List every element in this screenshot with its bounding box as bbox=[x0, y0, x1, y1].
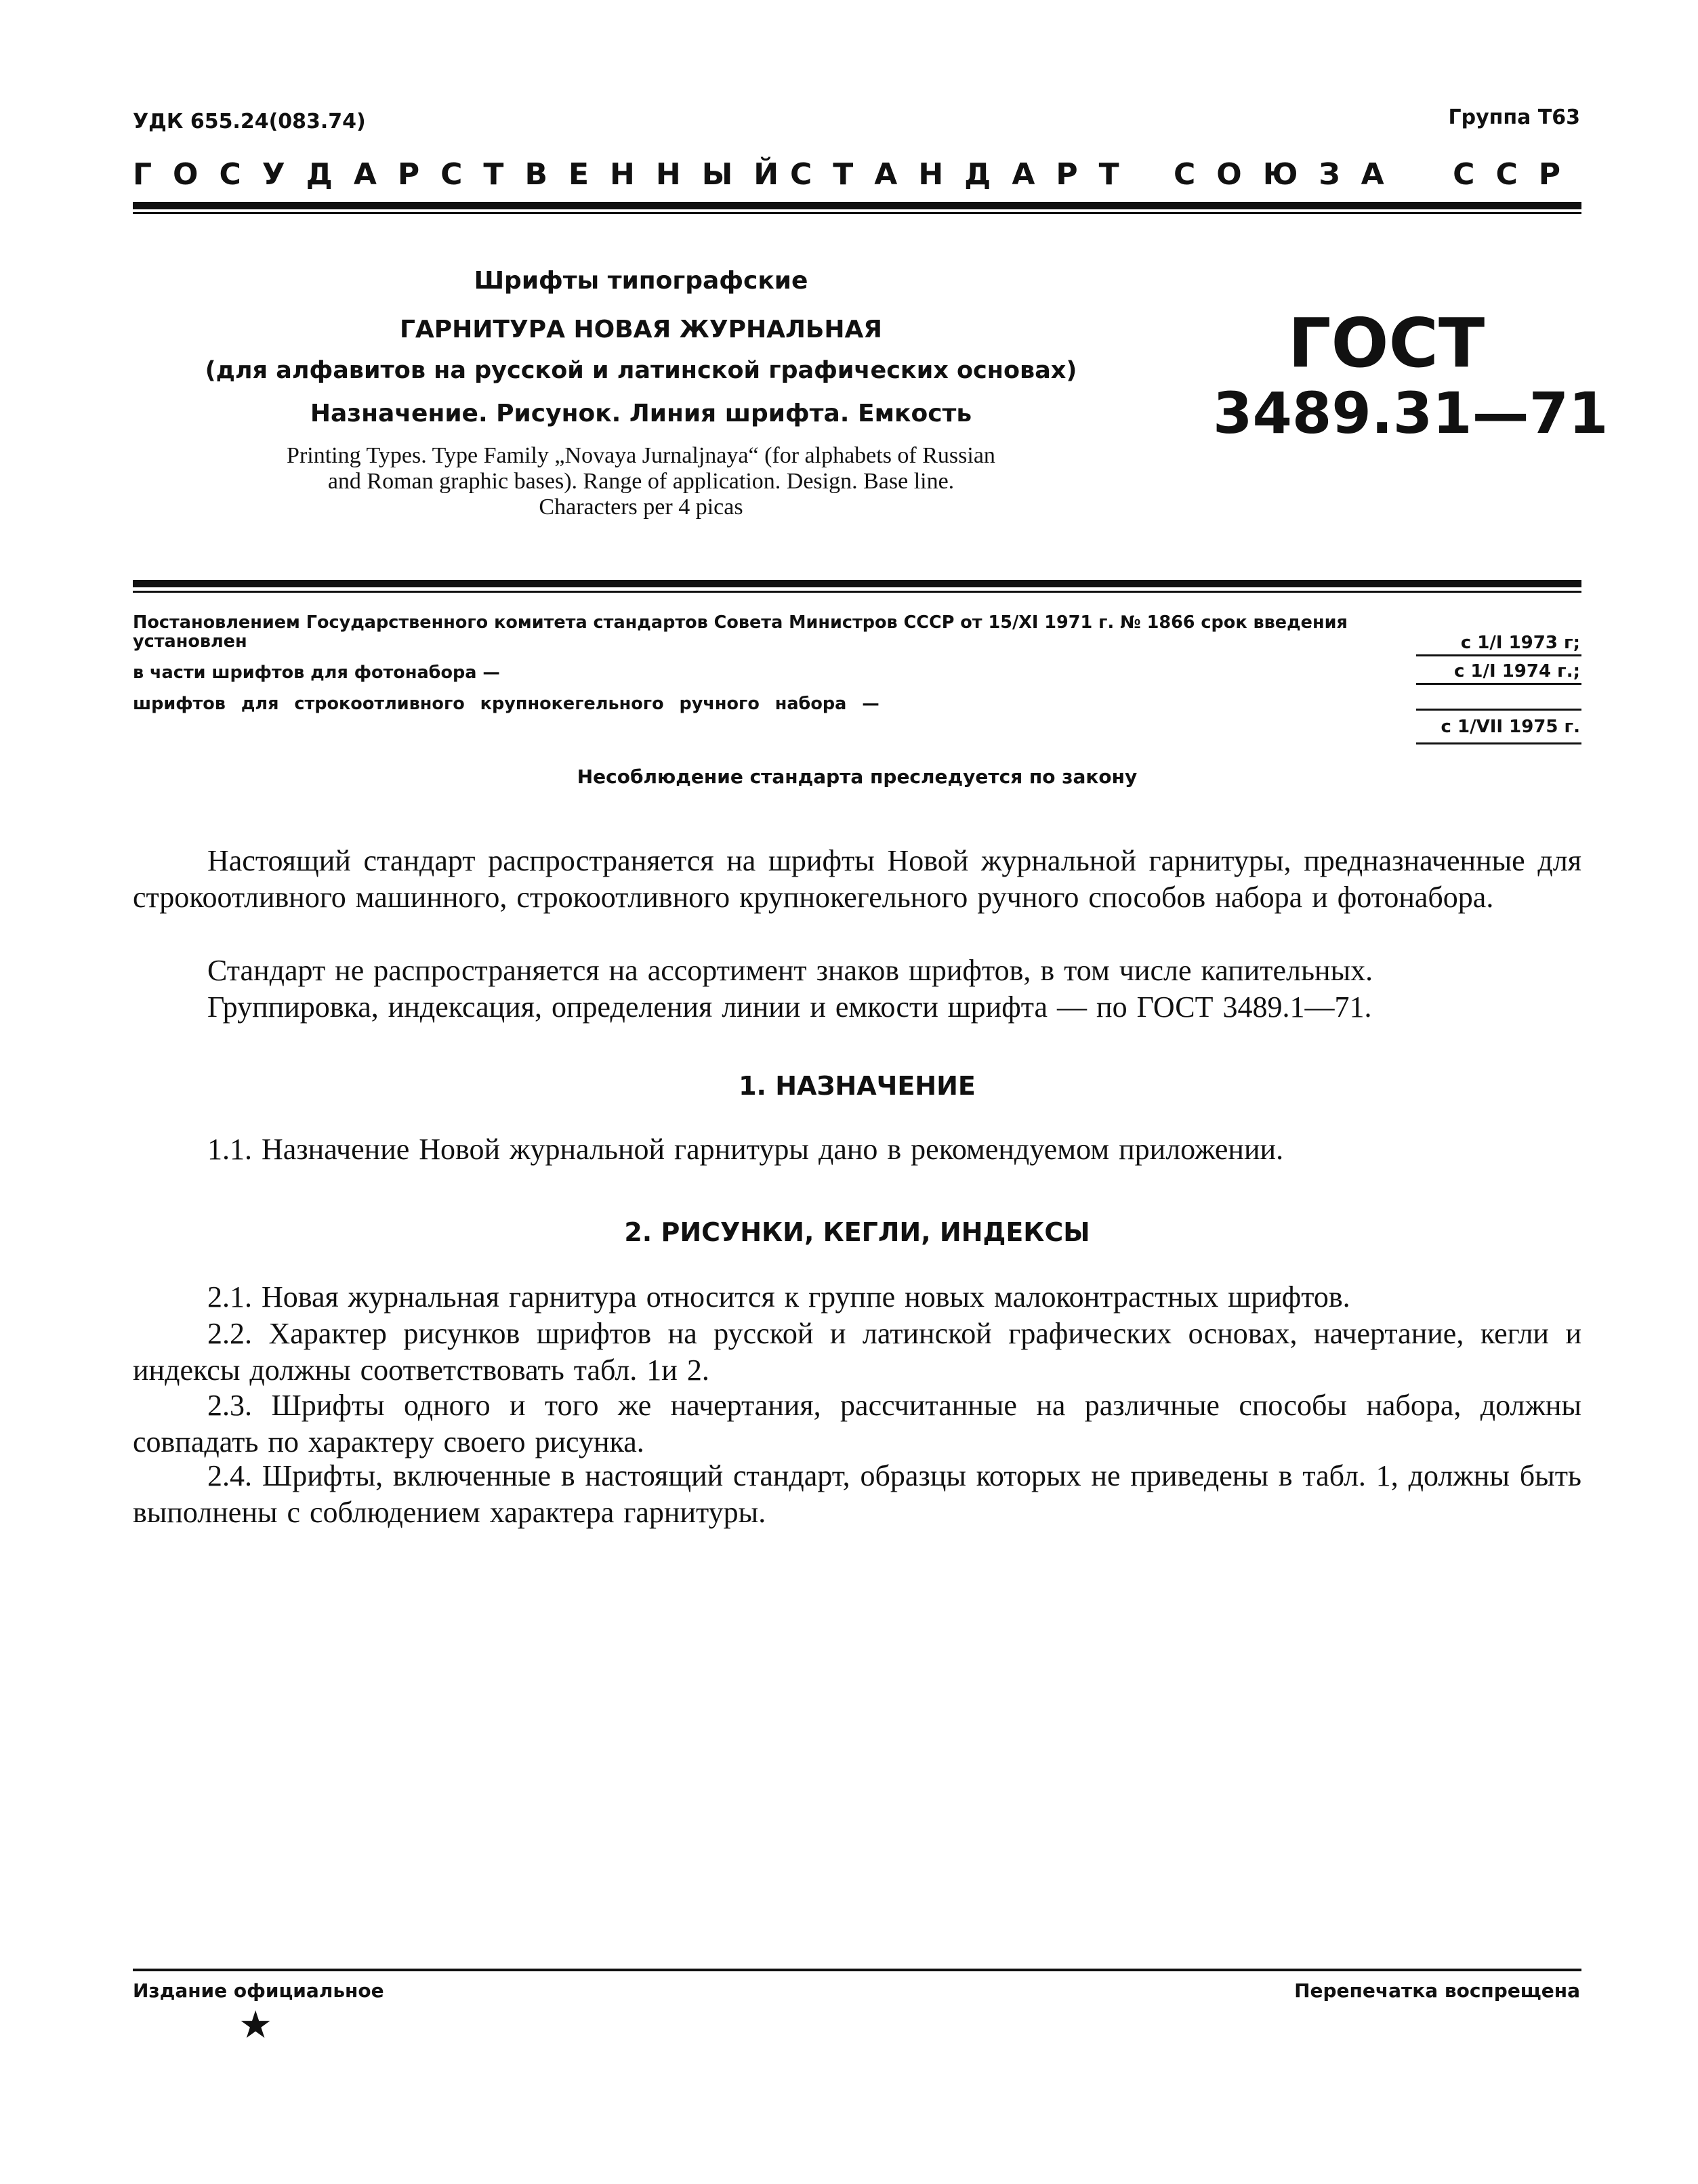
decree-line-2: установлен bbox=[133, 631, 247, 652]
intro-paragraph-2: Стандарт не распространяется на ассортимент знаков шрифтов, в том числе капительных. bbox=[207, 954, 1373, 987]
section-2-paragraph-1: 2.1. Новая журнальная гарнитура относится к группе новых малоконтрастных шрифтов. bbox=[207, 1280, 1350, 1314]
banner-word-1: ГОСУДАРСТВЕННЫЙ bbox=[133, 157, 800, 192]
group-code: Группа Т63 bbox=[1448, 106, 1580, 129]
footer-rule bbox=[133, 1969, 1581, 1971]
intro-paragraph-3: Группировка, индексация, определения линии и емкости шрифта — по ГОСТ 3489.1—71. bbox=[207, 990, 1372, 1024]
title-rule-thin bbox=[133, 591, 1581, 593]
date-3-underline bbox=[1416, 742, 1581, 744]
decree-line-3: в части шрифтов для фотонабора — bbox=[133, 663, 500, 683]
decree-line-4: шрифтов для строкоотливного крупнокегельного ручного набора — bbox=[133, 694, 879, 714]
section-2-paragraph-2: 2.2. Характер рисунков шрифтов на русской и латинской графических основах, начертание, кегли и индексы должны соответствовать табл. 1и 2. bbox=[133, 1317, 1581, 1387]
date-3-overline bbox=[1416, 709, 1581, 711]
section-2-paragraph-4: 2.4. Шрифты, включенные в настоящий стандарт, образцы которых не приведены в табл. 1, должны быть выполнены с соблюдением характера гарнитуры. bbox=[133, 1459, 1581, 1529]
banner-word-3: СОЮЗА bbox=[1174, 157, 1405, 192]
section-2-paragraph-3: 2.3. Шрифты одного и того же начертания, рассчитанные на различные способы набора, должны совпадать по характеру своего рисунка. bbox=[133, 1389, 1581, 1458]
section-1-heading: 1. НАЗНАЧЕНИЕ bbox=[739, 1071, 976, 1101]
official-edition-label: Издание официальное bbox=[133, 1979, 384, 2002]
header-rule-thin bbox=[133, 212, 1581, 214]
decree-line-1: Постановлением Государственного комитета стандартов Совета Министров СССР от 15/XI 1971 г. № 1866 срок введения bbox=[133, 612, 1348, 633]
reprint-prohibited-label: Перепечатка воспрещена bbox=[1294, 1979, 1580, 2002]
gost-label: ГОСТ bbox=[1287, 303, 1485, 383]
gost-number: 3489.31—71 bbox=[1213, 380, 1609, 446]
decree-date-3: с 1/VII 1975 г. bbox=[1441, 717, 1580, 737]
title-line-2: ГАРНИТУРА НОВАЯ ЖУРНАЛЬНАЯ bbox=[399, 316, 883, 343]
title-english-2: and Roman graphic bases). Range of application. Design. Base line. bbox=[327, 469, 955, 494]
banner-word-4: ССР bbox=[1453, 157, 1581, 192]
title-line-1: Шрифты типографские bbox=[474, 267, 808, 295]
decree-date-2: с 1/I 1974 г.; bbox=[1453, 661, 1580, 681]
banner-word-2: СТАНДАРТ bbox=[790, 157, 1140, 192]
intro-paragraph-1: Настоящий стандарт распространяется на шрифты Новой журнальной гарнитуры, предназначенные для строкоотливного машинного, строкоотливного крупнокегельного ручного способов набора и фотонабора. bbox=[133, 844, 1581, 914]
section-1-paragraph-1: 1.1. Назначение Новой журнальной гарнитуры дано в рекомендуемом приложении. bbox=[207, 1133, 1284, 1166]
title-rule-thick bbox=[133, 580, 1581, 587]
title-english-3: Characters per 4 picas bbox=[539, 495, 743, 520]
decree-date-1: с 1/I 1973 г; bbox=[1460, 633, 1580, 653]
date-2-underline bbox=[1416, 683, 1581, 685]
udk-code: УДК 655.24(083.74) bbox=[133, 110, 366, 133]
header-rule-thick bbox=[133, 202, 1581, 209]
title-block bbox=[133, 264, 1149, 520]
legal-warning: Несоблюдение стандарта преследуется по закону bbox=[577, 765, 1138, 788]
title-line-4: Назначение. Рисунок. Линия шрифта. Емкость bbox=[310, 400, 972, 427]
star-icon: ★ bbox=[239, 2003, 273, 2047]
date-1-underline bbox=[1416, 654, 1581, 656]
title-line-3: (для алфавитов на русской и латинской графических основах) bbox=[205, 357, 1077, 384]
title-english-1: Printing Types. Type Family „Novaya Jurnaljnaya“ (for alphabets of Russian bbox=[287, 443, 995, 468]
section-2-heading: 2. РИСУНКИ, КЕГЛИ, ИНДЕКСЫ bbox=[624, 1217, 1090, 1247]
